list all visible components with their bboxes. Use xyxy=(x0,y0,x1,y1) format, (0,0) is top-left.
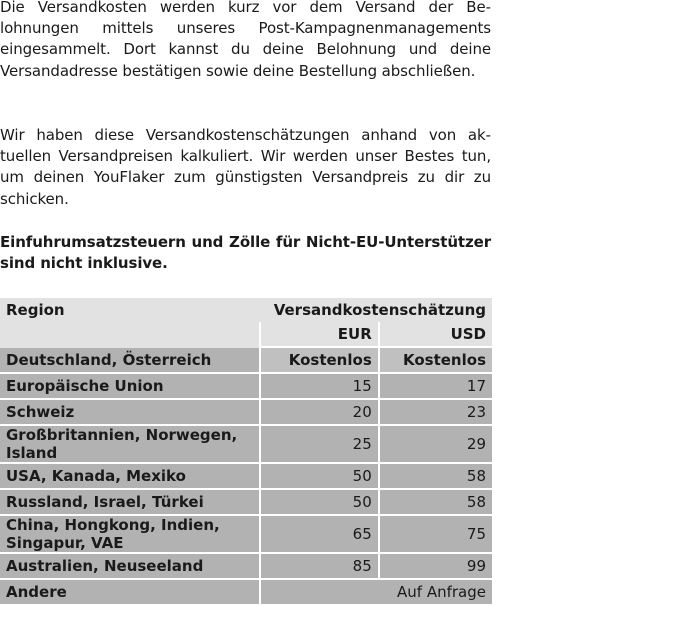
row-usd: Kostenlos xyxy=(378,348,492,374)
row-usd: 75 xyxy=(378,516,492,554)
row-usd: 17 xyxy=(378,374,492,400)
table-row xyxy=(0,580,492,606)
table-row xyxy=(0,554,492,580)
header-estimate: Versandkostenschätzung xyxy=(259,298,492,322)
paragraph-taxes-notice: Einfuhrumsatzsteuern und Zölle für Nicht-EU-Unterstützer sind nicht inklusive. xyxy=(0,233,491,273)
row-eur: 15 xyxy=(259,374,378,400)
row-usd: 58 xyxy=(378,490,492,516)
header-eur: EUR xyxy=(259,322,378,348)
row-eur: 50 xyxy=(259,490,378,516)
table-row xyxy=(0,464,492,490)
row-on-request: Auf Anfrage xyxy=(259,580,492,606)
row-region: Deutschland, Österreich xyxy=(0,348,259,374)
row-eur: 50 xyxy=(259,464,378,490)
table-header-row xyxy=(0,298,492,322)
table-subheader-row xyxy=(0,322,492,348)
table-row xyxy=(0,490,492,516)
table-row xyxy=(0,374,492,400)
header-usd: USD xyxy=(378,322,492,348)
header-region-spacer xyxy=(0,322,259,348)
row-region: USA, Kanada, Mexiko xyxy=(0,464,259,490)
table-row xyxy=(0,400,492,426)
row-region: Russland, Israel, Türkei xyxy=(0,490,259,516)
row-eur: 85 xyxy=(259,554,378,580)
row-region: Australien, Neuseeland xyxy=(0,554,259,580)
shipping-cost-table xyxy=(0,298,492,606)
row-region: Schweiz xyxy=(0,400,259,426)
row-usd: 58 xyxy=(378,464,492,490)
table-row xyxy=(0,426,492,464)
header-region: Region xyxy=(0,298,259,322)
row-eur: Kostenlos xyxy=(259,348,378,374)
table-row xyxy=(0,348,492,374)
row-eur: 65 xyxy=(259,516,378,554)
table-row xyxy=(0,516,492,554)
row-region: Großbritannien, Norwegen, Island xyxy=(0,426,259,464)
row-usd: 23 xyxy=(378,400,492,426)
row-usd: 29 xyxy=(378,426,492,464)
paragraph-shipping-collection: Die Versandkosten werden kurz vor dem Versand der Belohnungen mittels unseres Post-Kampagnenmanagements eingesammelt. Dort kannst du deine Belohnung und deine Versandadresse bestätigen sowie deine Bestellung abschließen. xyxy=(0,0,491,80)
paragraph-shipping-estimates: Wir haben diese Versandkostenschätzungen anhand von aktuellen Versandpreisen kalkuliert. Wir werden unser Bestes tun, um deinen YouFlaker zum günstigsten Versandpreis zu dir zu schicken. xyxy=(0,126,491,208)
row-eur: 25 xyxy=(259,426,378,464)
row-region: China, Hongkong, Indien, Singapur, VAE xyxy=(0,516,259,554)
row-region: Europäische Union xyxy=(0,374,259,400)
row-eur: 20 xyxy=(259,400,378,426)
row-usd: 99 xyxy=(378,554,492,580)
row-region: Andere xyxy=(0,580,259,606)
